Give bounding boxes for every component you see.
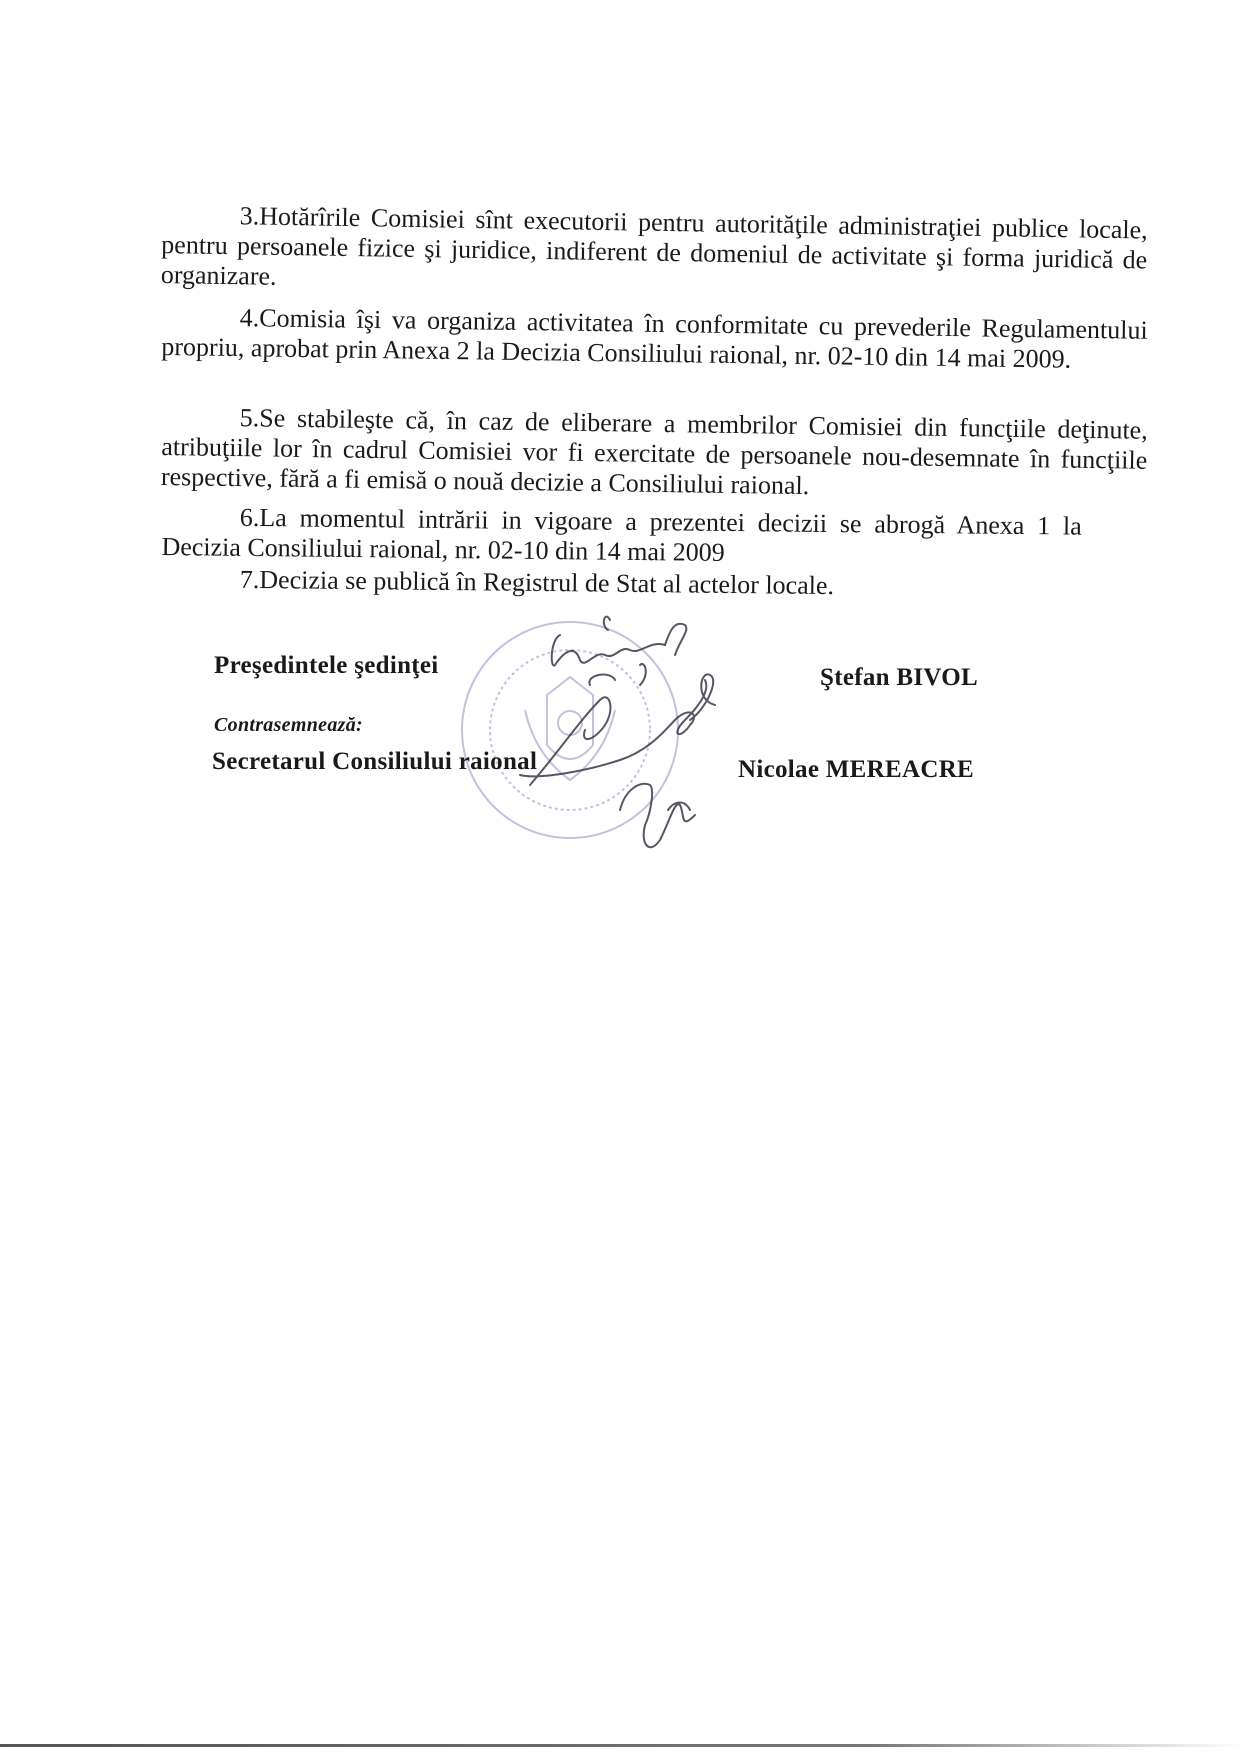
paragraph-4: 4.Comisia îşi va organiza activitatea în conformitate cu prevederile Regulamentului propriu, aprobat prin Anexa 2 la Decizia Consiliului raional, nr. 02-10 din 14 mai 2009. <box>161 303 1148 374</box>
paragraph-3: 3.Hotărîrile Comisiei sînt executorii pentru autorităţile administraţiei publice locale, pentru persoanele fizice şi juridice, indiferent de domeniul de activitate şi forma juridică de organizare. <box>160 201 1148 291</box>
scan-edge-line <box>0 1744 1242 1747</box>
countersign-label: Contrasemnează: <box>214 714 363 736</box>
paragraph-5: 5.Se stabileşte că, în caz de eliberare a membrilor Comisiei din funcţiile deţinute, atribuţiile lor în cadrul Comisiei vor fi exercitate de persoanele nou-desemnate în funcţiile respective, fără a fi emisă o nouă decizie a Consiliului raional. <box>160 403 1148 501</box>
president-name: Ştefan BIVOL <box>820 664 978 691</box>
secretary-name: Nicolae MEREACRE <box>738 756 975 783</box>
paragraph-6: 6.La momentul intrării in vigoare a prezentei decizii se abrogă Anexa 1 la Decizia Consiliului raional, nr. 02-10 din 14 mai 2009 <box>161 502 1082 567</box>
paragraph-7: 7.Decizia se publică în Registrul de Stat al actelor locale. <box>239 564 835 601</box>
president-label: Preşedintele şedinţei <box>214 652 439 679</box>
secretary-label: Secretarul Consiliului raional <box>212 748 538 775</box>
handwritten-signatures-icon <box>500 610 820 870</box>
